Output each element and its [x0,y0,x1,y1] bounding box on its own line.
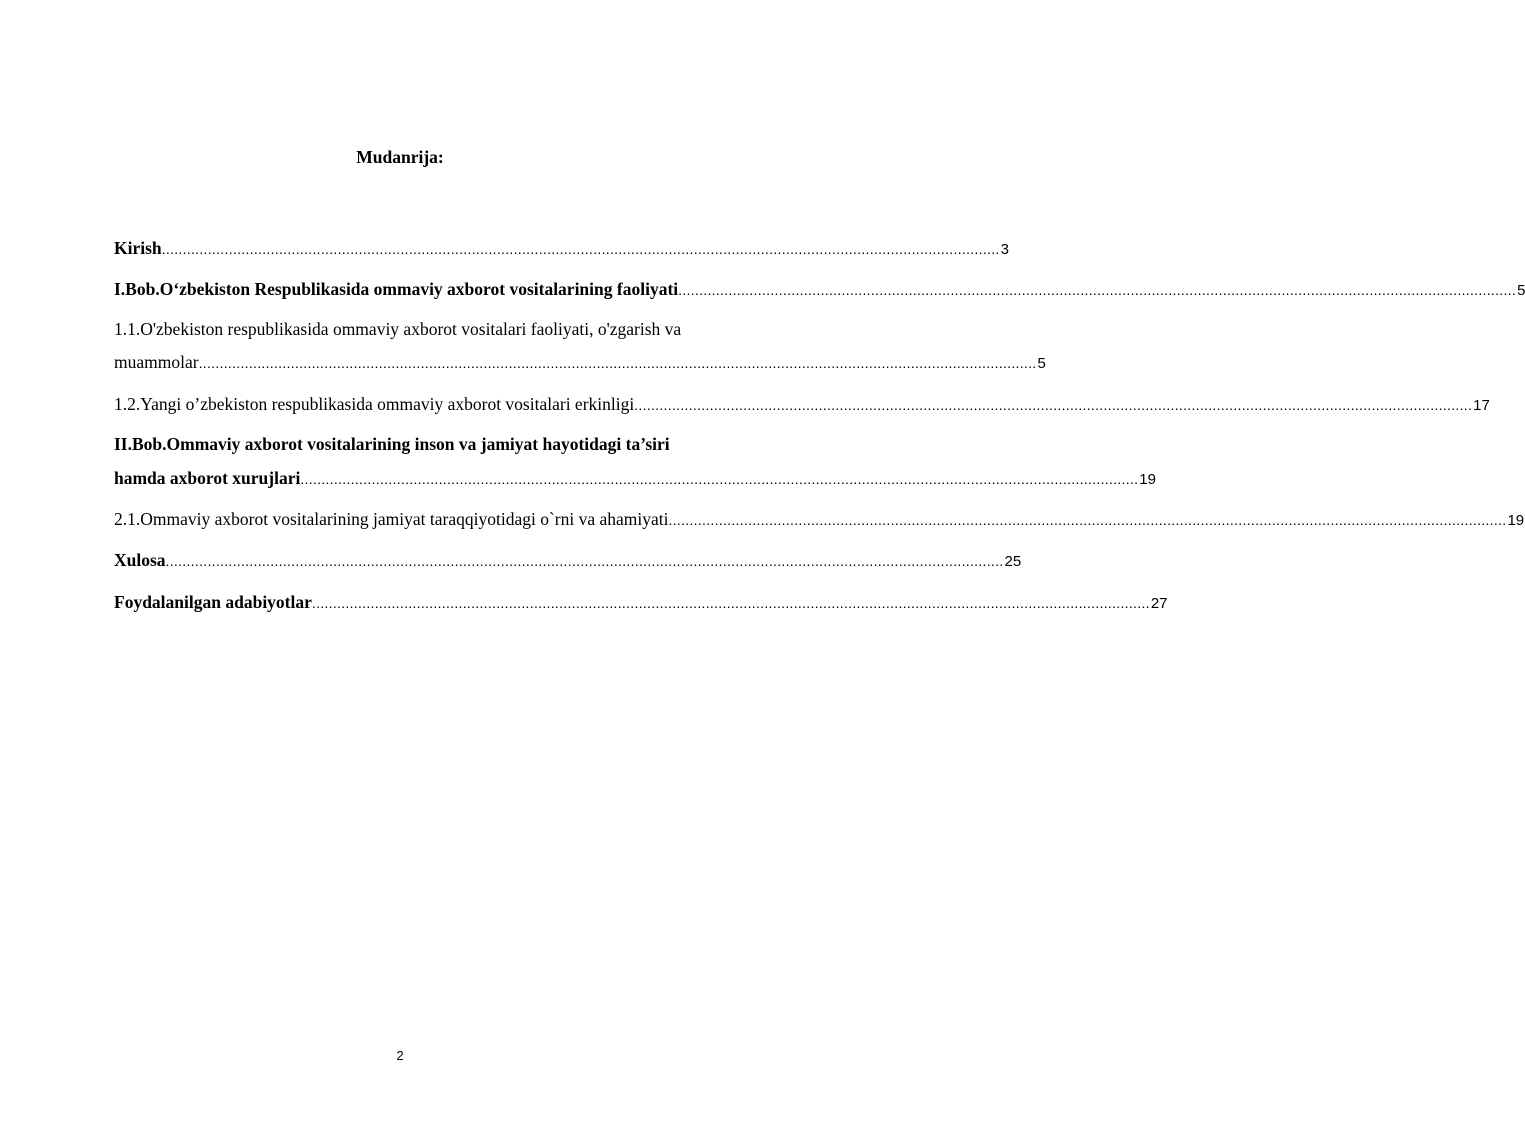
toc-entry[interactable] [114,317,742,341]
dot-leader: ........................................................................................................................................................................................................ [668,512,1507,528]
toc-entry-title: I.Bob.O‘zbekiston Respublikasida ommaviy axborot vositalarining faoliyati [114,279,679,299]
toc-entry-page: 5 [1517,282,1525,299]
toc-entry-title: 1.1.O'zbekiston respublikasida ommaviy axborot vositalari faoliyati, o'zgarish va [114,319,682,339]
toc-entry-title: Foydalanilgan adabiyotlar [114,592,312,612]
toc-entry-page: 25 [1004,553,1022,570]
toc-entry-page: 3 [1000,241,1009,258]
toc-entry-page: 19 [1139,471,1156,488]
toc-entry-page: 27 [1150,595,1168,612]
toc-entry[interactable] [114,392,1490,416]
toc-entry[interactable] [114,548,1022,572]
dot-leader: ........................................................................................................................................................................................................ [165,553,1004,569]
toc-entry[interactable] [114,350,1046,374]
toc-entry-title: muammolar [114,352,199,372]
toc-entry-page: 17 [1473,397,1490,414]
toc-entry-title: 2.1.Ommaviy axborot vositalarining jamiyat taraqqiyotidagi o`rni va ahamiyati [114,509,669,529]
toc-entry-title: hamda axborot xurujlari [114,468,301,488]
dot-leader: ........................................................................................................................................................................................................ [198,355,1037,371]
toc-entry-title: Xulosa [114,550,166,570]
toc-entry[interactable] [114,277,1525,301]
page-title: Mudanrija: [356,147,444,167]
dot-leader: ........................................................................................................................................................................................................ [161,241,1000,257]
toc-entry-title: 1.2.Yangi o’zbekiston respublikasida ommaviy axborot vositalari erkinligi [114,394,635,414]
toc-entry[interactable] [114,466,1156,490]
page-number: 2 [396,1048,404,1063]
toc-entry[interactable] [114,432,742,456]
toc-entry-title: Kirish [114,238,162,258]
dot-leader: ........................................................................................................................................................................................................ [300,471,1139,487]
toc-entry-page: 19 [1507,512,1525,529]
dot-leader: ........................................................................................................................................................................................................ [634,397,1473,413]
toc-entry[interactable] [114,236,1009,260]
dot-leader: ........................................................................................................................................................................................................ [678,282,1517,298]
toc-entry[interactable] [114,507,1525,531]
toc-entry[interactable] [114,590,1168,614]
toc-entry-page: 5 [1037,355,1046,372]
toc-entry-title: II.Bob.Ommaviy axborot vositalarining inson va jamiyat hayotidagi ta’siri [114,434,670,454]
dot-leader: ........................................................................................................................................................................................................ [311,595,1150,611]
